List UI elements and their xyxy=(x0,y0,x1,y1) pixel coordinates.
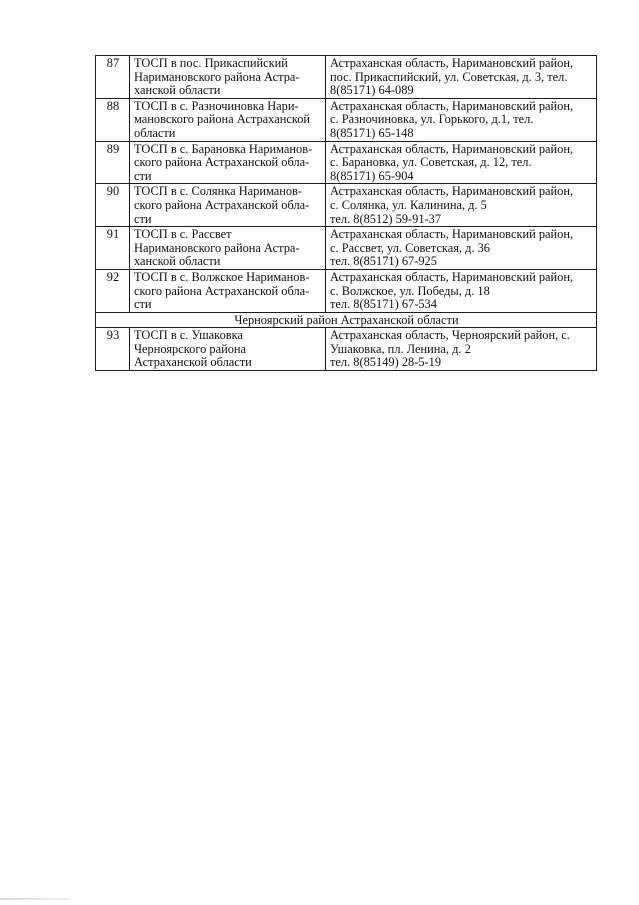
office-name: ТОСП в с. Солянка Нариманов- ского района Астраханской обла- сти xyxy=(130,184,326,227)
office-name: ТОСП в с. Рассвет Наримановского района Астра- ханской области xyxy=(130,227,326,270)
row-number: 88 xyxy=(96,98,130,141)
row-number: 92 xyxy=(96,269,130,312)
office-address: Астраханская область, Наримановский район, с. Солянка, ул. Калинина, д. 5 тел. 8(8512) 59-91-37 xyxy=(326,184,597,227)
table-row xyxy=(96,227,597,270)
row-number: 87 xyxy=(96,56,130,99)
office-name: ТОСП в пос. Прикаспийский Наримановского района Астра- ханской области xyxy=(130,56,326,99)
office-name: ТОСП в с. Разночиновка Нари- мановского района Астраханской области xyxy=(130,98,326,141)
table-row xyxy=(96,269,597,312)
section-heading: Черноярский район Астраханской области xyxy=(96,312,597,328)
office-name: ТОСП в с. Барановка Нариманов- ского района Астраханской обла- сти xyxy=(130,141,326,184)
office-address: Астраханская область, Наримановский район, с. Разночиновка, ул. Горького, д.1, тел. 8(85171) 65-148 xyxy=(326,98,597,141)
table-row xyxy=(96,141,597,184)
row-number: 93 xyxy=(96,328,130,371)
section-heading-row xyxy=(96,312,597,328)
office-name: ТОСП в с. Ушаковка Черноярского района Астраханской области xyxy=(130,328,326,371)
office-address: Астраханская область, Наримановский район, с. Рассвет, ул. Советская, д. 36 тел. 8(85171) 67-925 xyxy=(326,227,597,270)
row-number: 91 xyxy=(96,227,130,270)
office-address: Астраханская область, Наримановский район, с. Барановка, ул. Советская, д. 12, тел. 8(85171) 65-904 xyxy=(326,141,597,184)
office-address: Астраханская область, Наримановский район, с. Волжское, ул. Победы, д. 18 тел. 8(85171) 67-534 xyxy=(326,269,597,312)
registry-table xyxy=(95,55,597,371)
table-row xyxy=(96,328,597,371)
row-number: 89 xyxy=(96,141,130,184)
office-address: Астраханская область, Черноярский район, с. Ушаковка, пл. Ленина, д. 2 тел. 8(85149) 28-5-19 xyxy=(326,328,597,371)
office-name: ТОСП в с. Волжское Нариманов- ского района Астраханской обла- сти xyxy=(130,269,326,312)
table-row xyxy=(96,98,597,141)
scan-artifact xyxy=(0,898,70,900)
row-number: 90 xyxy=(96,184,130,227)
table-row xyxy=(96,56,597,99)
office-address: Астраханская область, Наримановский район, пос. Прикаспийский, ул. Советская, д. 3, тел. 8(85171) 64-089 xyxy=(326,56,597,99)
table-row xyxy=(96,184,597,227)
